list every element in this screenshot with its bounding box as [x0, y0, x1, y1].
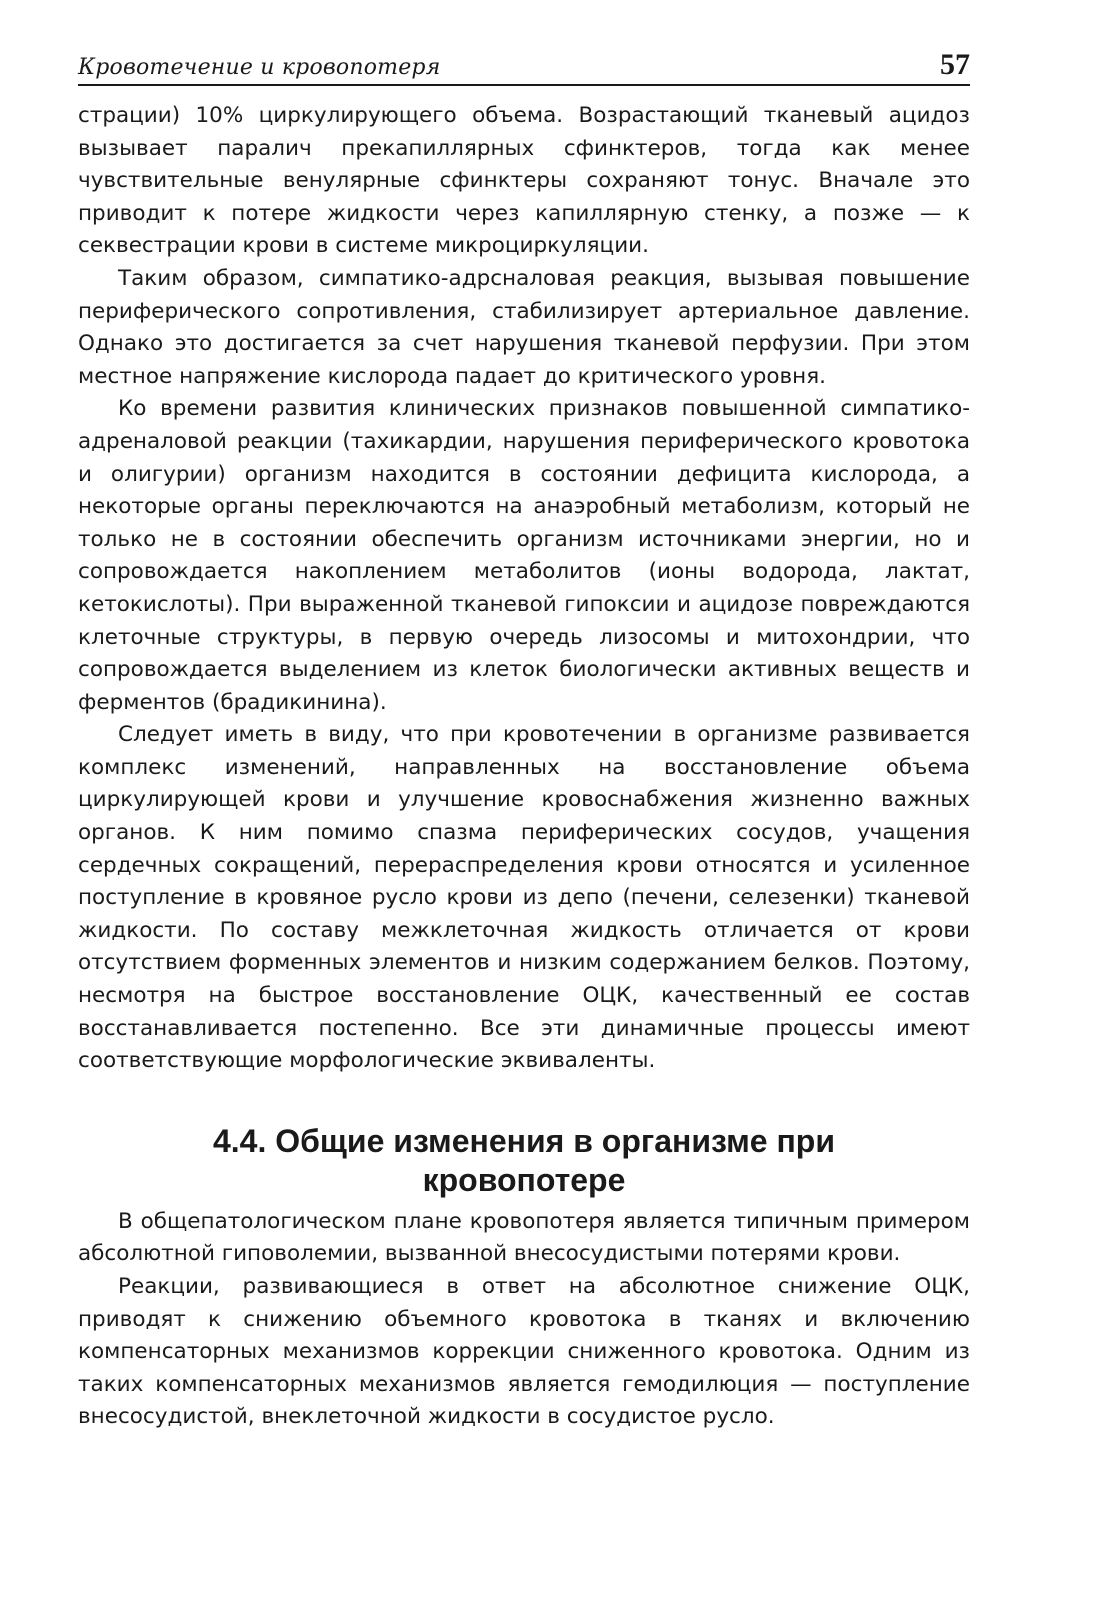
paragraph: В общепатологическом плане кровопотеря является типичным примером абсолютной гиповолемии, вызванной внесосудистыми потерями крови.	[78, 1208, 970, 1267]
paragraph: страции) 10% циркулирующего объема. Возрастающий тканевый ацидоз вызывает паралич прекапиллярных сфинктеров, тогда как менее чувствительные венулярные сфинктеры сохраняют тонус. Вначале это приводит к потере жидкости через капиллярную стенку, а позже — к секвестрации крови в системе микроциркуляции.	[78, 103, 970, 259]
paragraph: Следует иметь в виду, что при кровотечении в организме развивается комплекс изменений, направленных на восстановление объема циркулирующей крови и улучшение кровоснабжения жизненно важных органов. К ним помимо спазма периферических сосудов, учащения сердечных сокращений, перераспределения крови относятся и усиленное поступление в кровяное русло крови из депо (печени, селезенки) тканевой жидкости. По составу межклеточная жидкость отличается от крови отсутствием форменных элементов и низким содержанием белков. Поэтому, несмотря на быстрое восстановление ОЦК, качественный ее состав восстанавливается постепенно. Все эти динамичные процессы имеют соответствующие морфологические эквиваленты.	[78, 722, 970, 1074]
running-title: Кровотечение и кровопотеря	[78, 55, 441, 80]
page-number: 57	[940, 48, 970, 81]
paragraph: Реакции, развивающиеся в ответ на абсолютное снижение ОЦК, приводят к снижению объемного кровотока в тканях и включению компенсаторных механизмов коррекции сниженного кровотока. Одним из таких компенсаторных механизмов является гемодилюция — поступление внесосудистой, внеклеточной жидкости в сосудистое русло.	[78, 1274, 970, 1430]
paragraph: Таким образом, симпатико-адрсналовая реакция, вызывая повышение периферического сопротивления, стабилизирует артериальное давление. Однако это достигается за счет нарушения тканевой перфузии. При этом местное напряжение кислорода падает до критического уровня.	[78, 265, 970, 389]
book-page	[78, 40, 970, 1434]
section-heading: 4.4. Общие изменения в организме при кровопотере	[212, 1122, 835, 1198]
body-text	[78, 100, 970, 1434]
paragraph: Ко времени развития клинических признаков повышенной симпатико-адреналовой реакции (тахикардии, нарушения периферического кровотока и олигурии) организм находится в состоянии дефицита кислорода, а некоторые органы переключаются на анаэробный метаболизм, который не только не в состоянии обеспечить организм источниками энергии, но и сопровождается накоплением метаболитов (ионы водорода, лактат, кетокислоты). При выраженной тканевой гипоксии и ацидозе повреждаются клеточные структуры, в первую очередь лизосомы и митохондрии, что сопровождается выделением из клеток биологически активных веществ и ферментов (брадикинина).	[78, 396, 970, 715]
running-header	[78, 40, 970, 86]
